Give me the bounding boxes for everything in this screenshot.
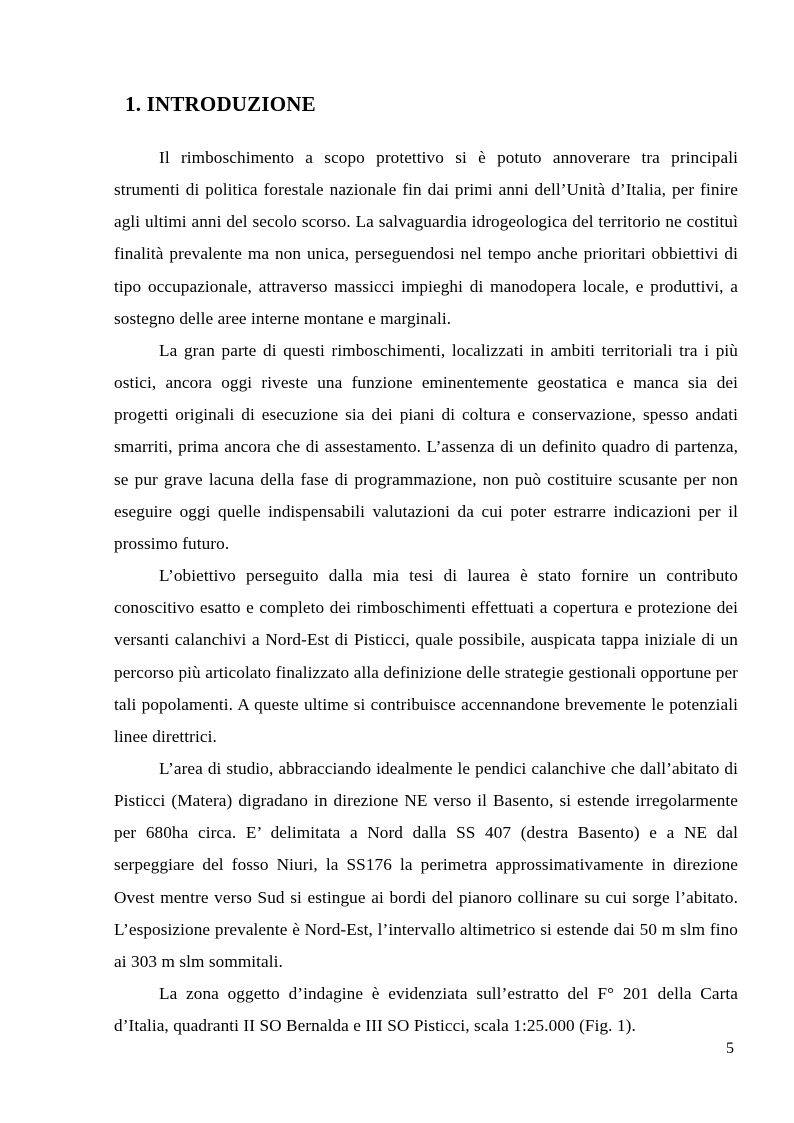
paragraph-1: Il rimboschimento a scopo protettivo si è potuto annoverare tra principali strumenti di politica forestale nazionale fin dai primi anni dell’Unità d’Italia, per finire agli ultimi anni del secolo scorso. La salvaguardia idrogeologica del territorio ne costituì finalità prevalente ma non unica, perseguendosi nel tempo anche prioritari obbiettivi di tipo occupazionale, attraverso massicci impieghi di manodopera locale, e produttivi, a sostegno delle aree interne montane e marginali. — [114, 148, 738, 328]
paragraph-2: La gran parte di questi rimboschimenti, localizzati in ambiti territoriali tra i più ostici, ancora oggi riveste una funzione eminentemente geostatica e manca sia dei progetti originali di esecuzione sia dei piani di coltura e conservazione, spesso andati smarriti, prima ancora che di assestamento. L’assenza di un definito quadro di partenza, se pur grave lacuna della fase di programmazione, non può costituire scusante per non eseguire oggi quelle indispensabili valutazioni da cui poter estrarre indicazioni per il prossimo futuro. — [114, 340, 738, 553]
page-number: 5 — [726, 1040, 734, 1057]
paragraph-5: La zona oggetto d’indagine è evidenziata sull’estratto del F° 201 della Carta d’Italia, quadranti II SO Bernalda e III SO Pisticci, scala 1:25.000 (Fig. 1). — [114, 984, 738, 1036]
paragraph-4: L’area di studio, abbracciando idealmente le pendici calanchive che dall’abitato di Pisticci (Matera) digradano in direzione NE verso il Basento, si estende irregolarmente per 680ha circa. E’ delimitata a Nord dalla SS 407 (destra Basento) e a NE dal serpeggiare del fosso Niuri, la SS176 la perimetra approssimativamente in direzione Ovest mentre verso Sud si estingue ai bordi del pianoro collinare su cui sorge l’abitato. L’esposizione prevalente è Nord-Est, l’intervallo altimetrico si estende dai 50 m slm fino ai 303 m slm sommitali. — [114, 758, 738, 971]
section-heading: 1. INTRODUZIONE — [125, 92, 316, 116]
paragraph-3: L’obiettivo perseguito dalla mia tesi di laurea è stato fornire un contributo conoscitivo esatto e completo dei rimboschimenti effettuati a copertura e protezione dei versanti calanchivi a Nord-Est di Pisticci, quale possibile, auspicata tappa iniziale di un percorso più articolato finalizzato alla definizione delle strategie gestionali opportune per tali popolamenti. A queste ultime si contribuisce accennandone brevemente le potenziali linee direttrici. — [114, 566, 738, 746]
body-text — [114, 142, 738, 1042]
